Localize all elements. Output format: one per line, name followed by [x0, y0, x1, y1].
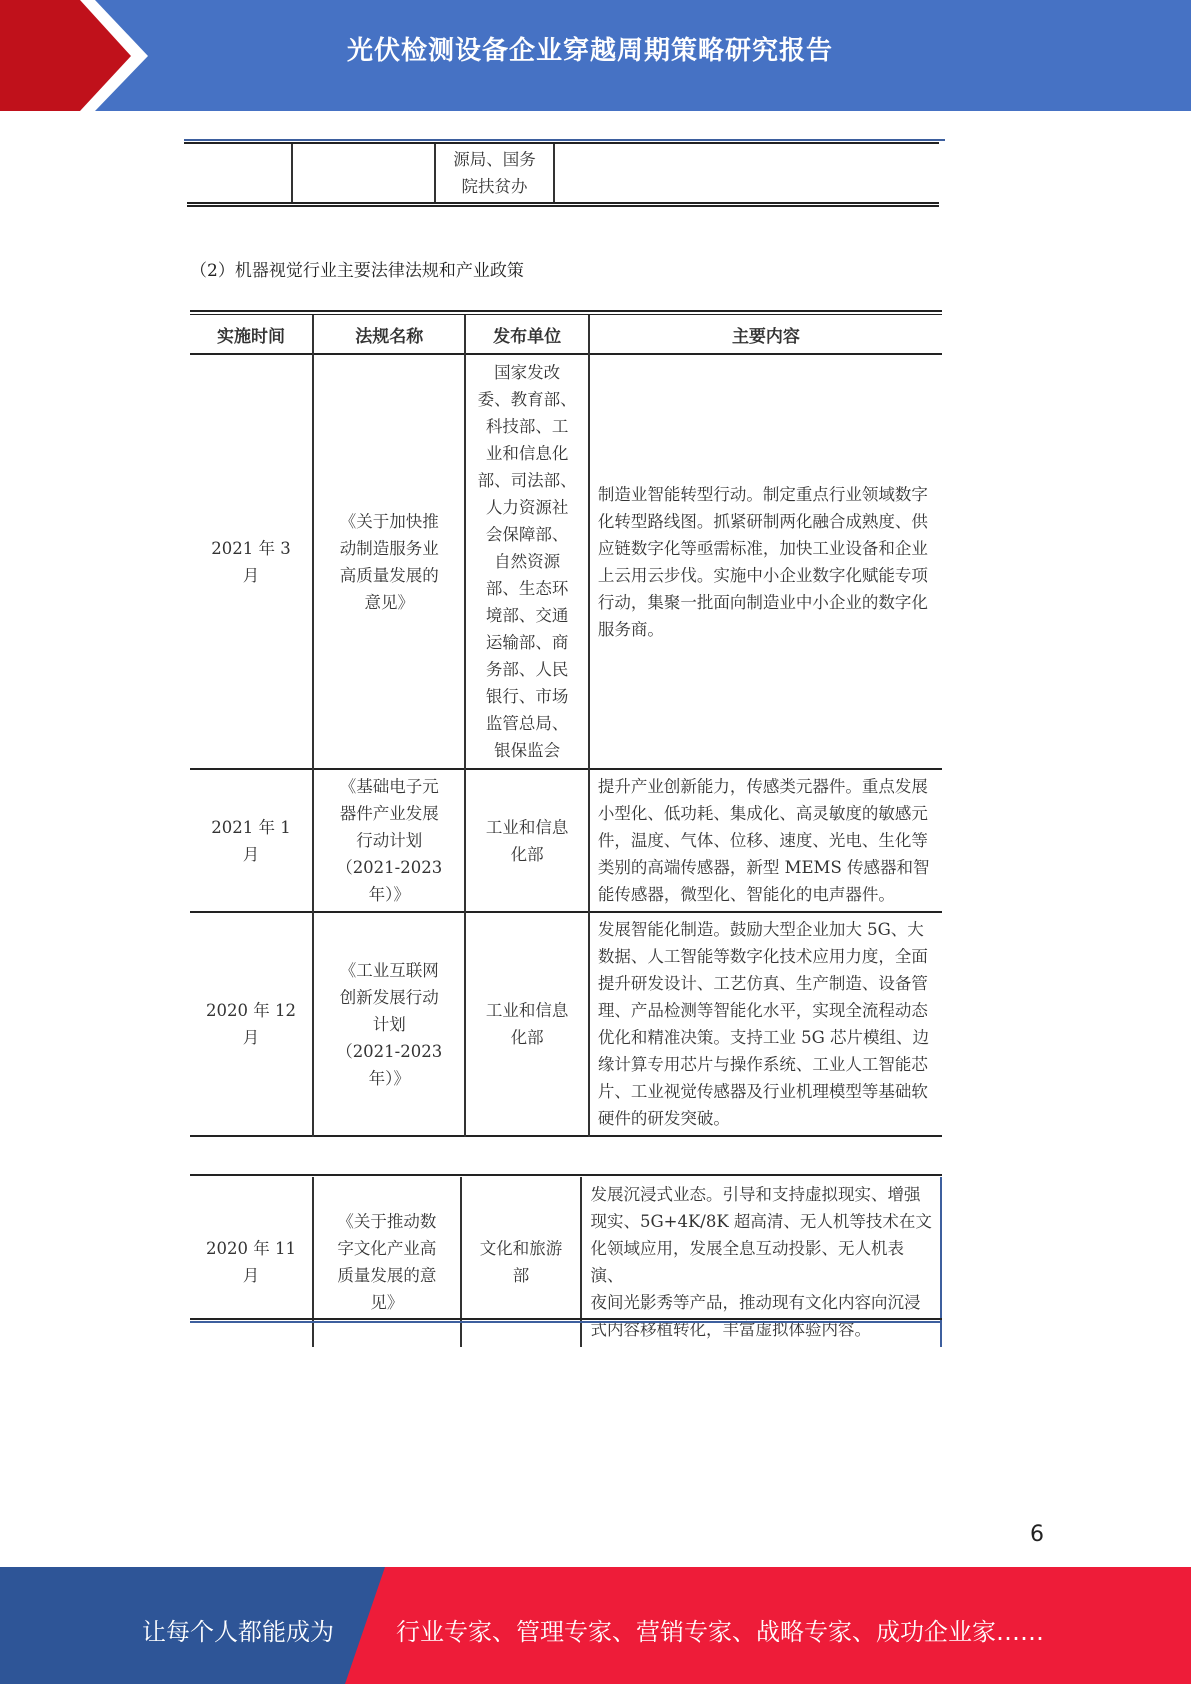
table-row [190, 912, 942, 1136]
time-cell [190, 769, 313, 912]
issuer-text: 工业和信息 化部 [485, 1001, 569, 1047]
issuer-cell [465, 769, 588, 912]
content-cell [589, 354, 942, 769]
page-header [0, 0, 1191, 111]
table-cell [292, 144, 435, 202]
table-cell [435, 144, 554, 202]
table-row [187, 144, 939, 202]
content-text: 制造业智能转型行动。制定重点行业领域数字 化转型路线图。抓紧研制两化融合成熟度、供 应链数字化等亟需标准，加快工业设备和企业 上云用云步伐。实施中小企业数字化赋能专项 行动，集聚一批面向制造业中小企业的数字化 服务商。 [597, 484, 928, 639]
top-table-rule [184, 139, 945, 141]
regulation-name: 《基础电子元 器件产业发展 行动计划 （2021-2023 年）》 [336, 777, 443, 904]
column-header-name: 法规名称 [313, 315, 466, 354]
name-cell [313, 769, 466, 912]
table-header-row [190, 315, 942, 354]
top-table-fragment [187, 144, 939, 202]
page-number: 6 [1030, 1522, 1044, 1547]
issuer-cell [465, 354, 588, 769]
top-table-bottom-rule [187, 202, 939, 207]
content-cell [589, 769, 942, 912]
footer-right-text: 行业专家、管理专家、营销专家、战略专家、成功企业家…… [396, 1618, 1044, 1646]
table2-bottom-rule [190, 1318, 942, 1323]
regulation-name: 《工业互联网 创新发展行动 计划 （2021-2023 年）》 [336, 960, 443, 1088]
name-cell [313, 354, 466, 769]
time-cell [190, 354, 313, 769]
content-cell [589, 912, 942, 1136]
section-heading: （2）机器视觉行业主要法律法规和产业政策 [190, 261, 524, 281]
time-text: 2020 年 12 月 [205, 1001, 296, 1047]
footer-left-text: 让每个人都能成为 [142, 1618, 334, 1646]
table-row [190, 354, 942, 769]
policy-table [190, 315, 942, 1137]
content-text: 发展智能化制造。鼓励大型企业加大 5G、大 数据、人工智能等数字化技术应用力度，全面 提升研发设计、工艺仿真、生产制造、设备管 理、产品检测等智能化水平，实现全流程动态 优化和精准决策。支持工业 5G 芯片模组、边 缘计算专用芯片与操作系统、工业人工智能芯 片、工业视觉传感器及行业机理模型等基础软 硬件的研发突破。 [597, 920, 930, 1128]
name-cell [313, 912, 466, 1136]
issuer-text: 文化和旅游 部 [479, 1239, 563, 1285]
issuer-text: 源局、国务 院扶贫办 [453, 150, 536, 196]
column-header-time: 实施时间 [216, 326, 285, 347]
regulation-name: 《关于推动数 字文化产业高 质量发展的意 见》 [337, 1212, 437, 1312]
issuer-text: 国家发改 委、教育部、 科技部、工 业和信息化 部、司法部、 人力资源社 会保障部、 自然资源 部、生态环 境部、交通 运输部、商 务部、人民 银行、市场 监管总局、 银保监会 [477, 363, 577, 760]
report-title: 光伏检测设备企业穿越周期策略研究报告 [346, 36, 833, 66]
time-text: 2021 年 1 月 [211, 817, 291, 864]
time-cell [190, 912, 313, 1136]
column-header-issuer: 发布单位 [465, 315, 588, 354]
content-text: 提升产业创新能力，传感类元器件。重点发展 小型化、低功耗、集成化、高灵敏度的敏感元 件，温度、气体、位移、速度、光电、生化等 类别的高端传感器，新型 MEMS 传感器和智 能传感器，微型化、智能化的电声器件。 [597, 777, 930, 904]
table-cell [554, 144, 939, 202]
content-text: 发展沉浸式业态。引导和支持虚拟现实、增强 现实、5G+4K/8K 超高清、无人机等技术在文 化领域应用，发展全息互动投影、无人机表演、 夜间光影秀等产品，推动现有文化内容向沉浸 式内容移植转化，丰富虚拟体验内容。 [590, 1185, 932, 1339]
regulation-name: 《关于加快推 动制造服务业 高质量发展的 意见》 [339, 511, 439, 612]
issuer-text: 工业和信息 化部 [485, 817, 569, 864]
issuer-cell [465, 912, 588, 1136]
table-cell [187, 144, 292, 202]
time-text: 2020 年 11 月 [206, 1239, 296, 1285]
time-text: 2021 年 3 月 [211, 538, 291, 585]
column-header-content: 主要内容 [589, 315, 942, 354]
table-row [190, 769, 942, 912]
